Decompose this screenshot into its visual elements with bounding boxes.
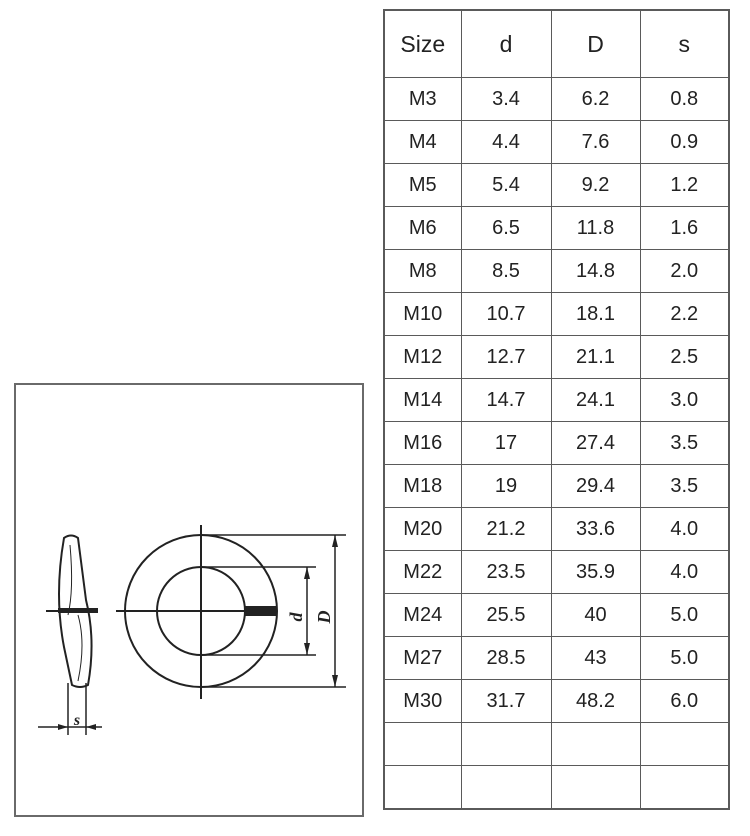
cell-inner-diameter: 14.7: [461, 379, 551, 422]
table-row: [384, 121, 729, 164]
cell-size: M14: [384, 379, 461, 422]
table-row: [384, 207, 729, 250]
table-row: [384, 508, 729, 551]
table-row: [384, 250, 729, 293]
cell-thickness: 4.0: [640, 551, 729, 594]
cell-inner-diameter: 10.7: [461, 293, 551, 336]
cell-thickness: 2.0: [640, 250, 729, 293]
cell-inner-diameter: 4.4: [461, 121, 551, 164]
cell-outer-diameter: 11.8: [551, 207, 640, 250]
cell-outer-diameter: 7.6: [551, 121, 640, 164]
cell-size: M20: [384, 508, 461, 551]
cell-outer-diameter: 9.2: [551, 164, 640, 207]
table-row: [384, 78, 729, 121]
cell-outer-diameter: 6.2: [551, 78, 640, 121]
cell-inner-diameter: 3.4: [461, 78, 551, 121]
header-outer-diameter: D: [551, 10, 640, 78]
cell-thickness: 4.0: [640, 508, 729, 551]
cell-inner-diameter: 31.7: [461, 680, 551, 723]
cell-inner-diameter: 21.2: [461, 508, 551, 551]
outer-diameter-label: D: [314, 610, 334, 624]
cell-inner-diameter: 12.7: [461, 336, 551, 379]
cell-thickness: [640, 723, 729, 766]
table-row: [384, 551, 729, 594]
table-row: [384, 680, 729, 723]
cell-size: M3: [384, 78, 461, 121]
cell-outer-diameter: 43: [551, 637, 640, 680]
cell-outer-diameter: 21.1: [551, 336, 640, 379]
table-row: [384, 723, 729, 766]
table-row: [384, 293, 729, 336]
cell-outer-diameter: 35.9: [551, 551, 640, 594]
cell-thickness: 2.5: [640, 336, 729, 379]
cell-size: M24: [384, 594, 461, 637]
cell-outer-diameter: 40: [551, 594, 640, 637]
cell-thickness: [640, 766, 729, 810]
cell-thickness: 3.5: [640, 465, 729, 508]
cell-outer-diameter: [551, 723, 640, 766]
cell-inner-diameter: 5.4: [461, 164, 551, 207]
cell-thickness: 3.5: [640, 422, 729, 465]
table-row: [384, 336, 729, 379]
thickness-label: s: [73, 712, 81, 729]
header-size: Size: [384, 10, 461, 78]
cell-size: M27: [384, 637, 461, 680]
cell-size: M18: [384, 465, 461, 508]
cell-thickness: 0.9: [640, 121, 729, 164]
cell-size: M4: [384, 121, 461, 164]
washer-size-table: [383, 9, 730, 810]
cell-size: [384, 766, 461, 810]
cell-size: M8: [384, 250, 461, 293]
cell-inner-diameter: 17: [461, 422, 551, 465]
cell-inner-diameter: 23.5: [461, 551, 551, 594]
header-inner-diameter: d: [461, 10, 551, 78]
cell-outer-diameter: 24.1: [551, 379, 640, 422]
cell-inner-diameter: 19: [461, 465, 551, 508]
table-row: [384, 164, 729, 207]
table-row: [384, 422, 729, 465]
table-row: [384, 594, 729, 637]
cell-inner-diameter: 8.5: [461, 250, 551, 293]
cell-outer-diameter: 29.4: [551, 465, 640, 508]
table-row: [384, 465, 729, 508]
inner-diameter-label: d: [286, 612, 306, 622]
cell-outer-diameter: 14.8: [551, 250, 640, 293]
cell-size: M22: [384, 551, 461, 594]
cell-size: M10: [384, 293, 461, 336]
cell-size: M12: [384, 336, 461, 379]
table-row: [384, 637, 729, 680]
cell-inner-diameter: [461, 766, 551, 810]
cell-inner-diameter: 28.5: [461, 637, 551, 680]
table-row: [384, 379, 729, 422]
cell-outer-diameter: 48.2: [551, 680, 640, 723]
table-row: [384, 766, 729, 810]
cell-outer-diameter: 27.4: [551, 422, 640, 465]
header-thickness: s: [640, 10, 729, 78]
cell-thickness: 6.0: [640, 680, 729, 723]
cell-thickness: 5.0: [640, 637, 729, 680]
cell-inner-diameter: 6.5: [461, 207, 551, 250]
cell-outer-diameter: [551, 766, 640, 810]
cell-thickness: 0.8: [640, 78, 729, 121]
cell-thickness: 5.0: [640, 594, 729, 637]
cell-size: M30: [384, 680, 461, 723]
washer-drawing-frame: [14, 383, 364, 817]
cell-outer-diameter: 33.6: [551, 508, 640, 551]
washer-split-gap: [245, 606, 277, 616]
cell-thickness: 2.2: [640, 293, 729, 336]
cell-size: M6: [384, 207, 461, 250]
cell-thickness: 3.0: [640, 379, 729, 422]
cell-size: [384, 723, 461, 766]
washer-technical-drawing: [16, 385, 366, 819]
table-body: [384, 78, 729, 810]
cell-inner-diameter: 25.5: [461, 594, 551, 637]
cell-thickness: 1.2: [640, 164, 729, 207]
cell-inner-diameter: [461, 723, 551, 766]
cell-thickness: 1.6: [640, 207, 729, 250]
cell-size: M16: [384, 422, 461, 465]
table-header-row: [384, 10, 729, 78]
cell-size: M5: [384, 164, 461, 207]
cell-outer-diameter: 18.1: [551, 293, 640, 336]
